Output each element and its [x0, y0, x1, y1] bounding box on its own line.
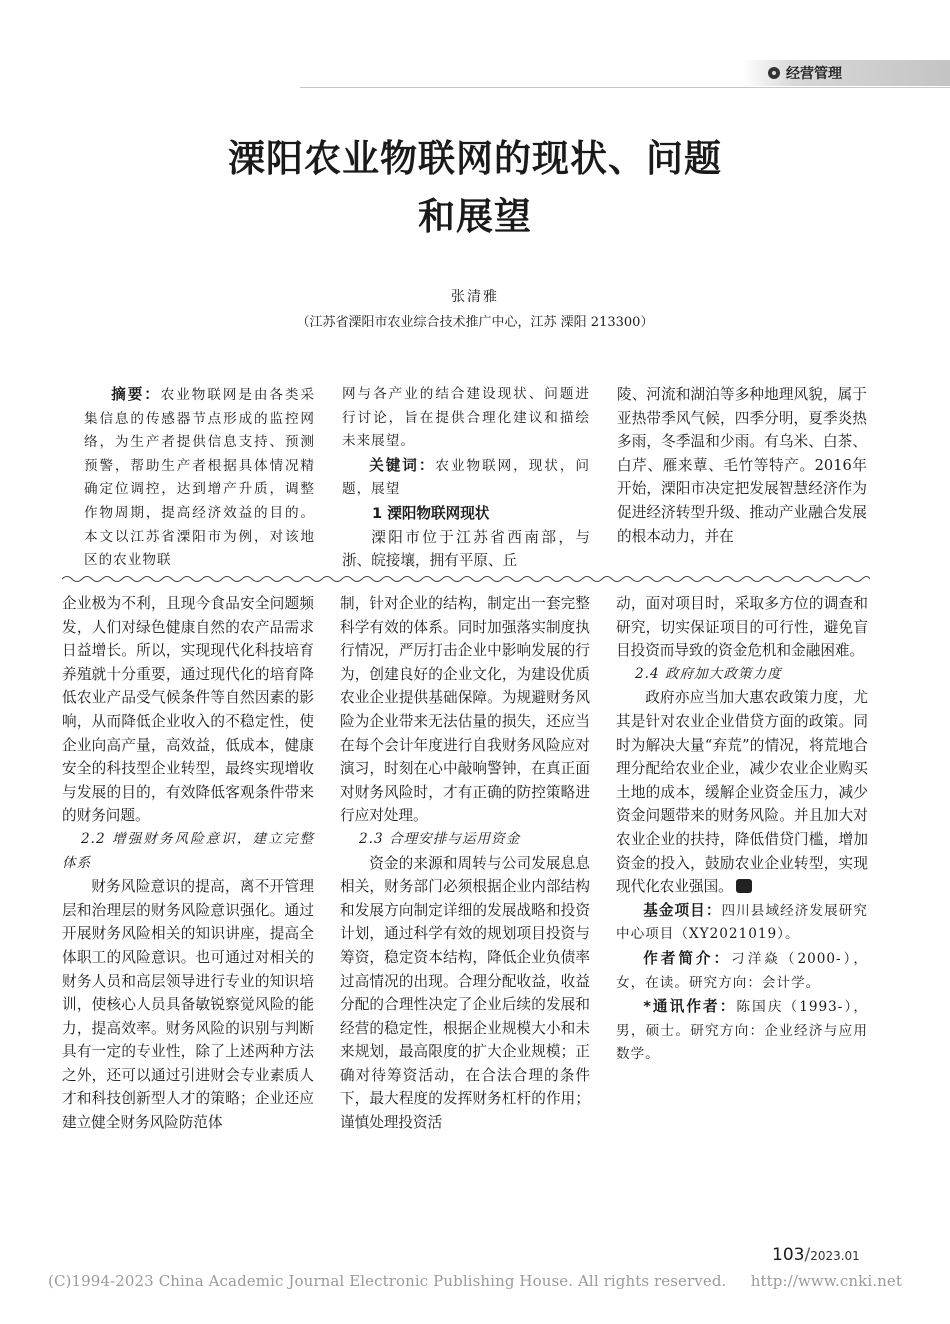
- abstract-column-1: [84, 383, 315, 573]
- article-title-line2: 和展望: [418, 195, 532, 238]
- keywords-text: 农业物联网，现状，问题，展望: [342, 457, 590, 498]
- heading-2-2: 2.2 增强财务风险意识，建立完整体系: [62, 830, 314, 871]
- heading-2-3: 2.3 合理安排与运用资金: [359, 830, 521, 847]
- heading-2-4: 2.4 政府加大政策力度: [635, 665, 782, 682]
- footer-copyright: (C)1994-2023 China Academic Journal Electronic Publishing House. All rights reserved.: [48, 1272, 727, 1290]
- author-intro-text: 刁洋焱（2000-），女，在读。研究方向：会计学。: [616, 950, 868, 991]
- fund-label: 基金项目：: [643, 901, 722, 919]
- corresponding-author-text: 陈国庆（1993-），男，硕士。研究方向：企业经济与应用数学。: [616, 999, 868, 1063]
- left-para-2: 财务风险意识的提高，离不开管理层和治理层的财务风险意识强化。通过开展财务风险相关的知识讲座，提高全体职工的风险意识。也可通过对相关的财务人员和高层领导进行专业的知识培训，使核心人员具备敏锐察觉风险的能力，提高效率。财务风险的识别与判断具有一定的专业性，除了上述两种方法之外，还可以通过引进财会专业素质人才和科技创新型人才的策略；企业还应建立健全财务风险防范体: [62, 878, 314, 1132]
- footer-url: http://www.cnki.net: [750, 1272, 902, 1290]
- page-number-value: 103: [772, 1245, 805, 1265]
- page-number-slash: /: [804, 1245, 811, 1265]
- right-para-1: 动，面对项目时，采取多方位的调查和研究，切实保证项目的可行性，避免盲目投资而导致的资金危机和金融困难。: [616, 595, 868, 660]
- header-rule: [300, 87, 950, 88]
- page-number: [772, 1245, 860, 1265]
- section-1-para-cont: 陵、河流和湖泊等多种地理风貌，属于亚热带季风气候，四季分明，夏季炎热多雨，冬季温和少雨。有乌米、白茶、白芹、雁来蕈、毛竹等特产。2016年开始，溧阳市决定把发展智慧经济作为促进经济转型升级、推动产业融合发展的根本动力，并在: [617, 386, 867, 545]
- abstract-text-2: 网与各产业的结合建设现状、问题进行讨论，旨在提供合理化建议和描绘未来展望。: [342, 386, 590, 450]
- section-bullet-icon: [768, 67, 780, 79]
- fund-text: 四川县域经济发展研究中心项目（XY2021019）。: [616, 902, 868, 943]
- section-label-text: 经营管理: [786, 66, 842, 82]
- section-label: [768, 63, 842, 83]
- corresponding-author-label: *通讯作者：: [643, 998, 737, 1016]
- abstract-column-3: [617, 383, 867, 548]
- abstract-column-2: [342, 383, 590, 573]
- section-1-heading: 1 溧阳物联网现状: [372, 504, 490, 522]
- article-title-line1: 溧阳农业物联网的现状、问题: [228, 137, 722, 180]
- article-end-icon: [736, 879, 752, 893]
- keywords-label: 关键词：: [369, 456, 436, 474]
- right-para-2: 政府亦应当加大惠农政策力度，尤其是针对农业企业借贷方面的政策。同时为解决大量“弃荒”的情况，将荒地合理分配给农业企业，减少农业企业购买土地的成本，缓解企业资金压力，减少资金问题带来的财务风险。并且加大对农业企业的扶持，降低借贷门槛，增加资金的投入，鼓励农业企业转型，实现现代化农业强国。: [616, 689, 868, 896]
- author-name: 张清雅: [451, 289, 499, 305]
- wavy-divider: [62, 574, 870, 584]
- copyright-footer: [0, 1272, 950, 1290]
- middle-para-1: 制，针对企业的结构，制定出一套完整科学有效的体系。同时加强落实制度执行情况，严厉打击企业中影响发展的行为，创建良好的企业文化，为建设优质农业企业提供基础保障。为规避财务风险为企业带来无法估量的损失，还应当在每个会计年度进行自我财务风险应对演习，时刻在心中敲响警钟，在真正面对财务风险时，才有正确的防控策略进行应对处理。: [340, 595, 590, 825]
- section-1-para: 溧阳市位于江苏省西南部，与浙、皖接壤，拥有平原、丘: [342, 528, 590, 570]
- body-column-right: [616, 592, 868, 1067]
- body-column-left: [62, 592, 314, 1135]
- abstract-label: 摘要：: [111, 386, 161, 403]
- left-para-1: 企业极为不利，且现今食品安全问题频发，人们对绿色健康自然的农产品需求日益增长。所以，实现现代化科技培育养殖就十分重要，通过现代化的培育降低农业产品受气候条件等自然因素的影响，从而降低企业收入的不稳定性，使企业向高产量，高效益，低成本，健康安全的科技型企业转型，最终实现增收与发展的目的，有效降低客观条件带来的财务问题。: [62, 595, 314, 825]
- body-column-middle: [340, 592, 590, 1135]
- author-affiliation: （江苏省溧阳市农业综合技术推广中心，江苏 溧阳 213300）: [296, 315, 654, 330]
- middle-para-2: 资金的来源和周转与公司发展息息相关，财务部门必须根据企业内部结构和发展方向制定详细的发展战略和投资计划，通过科学有效的规划项目投资与筹资，稳定资本结构，降低企业负债率过高情况的出现。合理分配收益，收益分配的合理性决定了企业后续的发展和经营的稳定性，根据企业规模大小和未来规划，最高限度的扩大企业规模；正确对待筹资活动，在合法合理的条件下，最大程度的发挥财务杠杆的作用；谨慎处理投资活: [340, 854, 590, 1132]
- author-intro-label: 作者简介：: [643, 949, 732, 967]
- issue-date: 2023.01: [810, 1249, 860, 1263]
- abstract-text-1: 农业物联网是由各类采集信息的传感器节点形成的监控网络，为生产者提供信息支持、预测预警，帮助生产者根据具体情况精确定位调控，达到增产升质，调整作物周期，提高经济效益的目的。本文以江苏省溧阳市为例，对该地区的农业物联: [84, 387, 315, 569]
